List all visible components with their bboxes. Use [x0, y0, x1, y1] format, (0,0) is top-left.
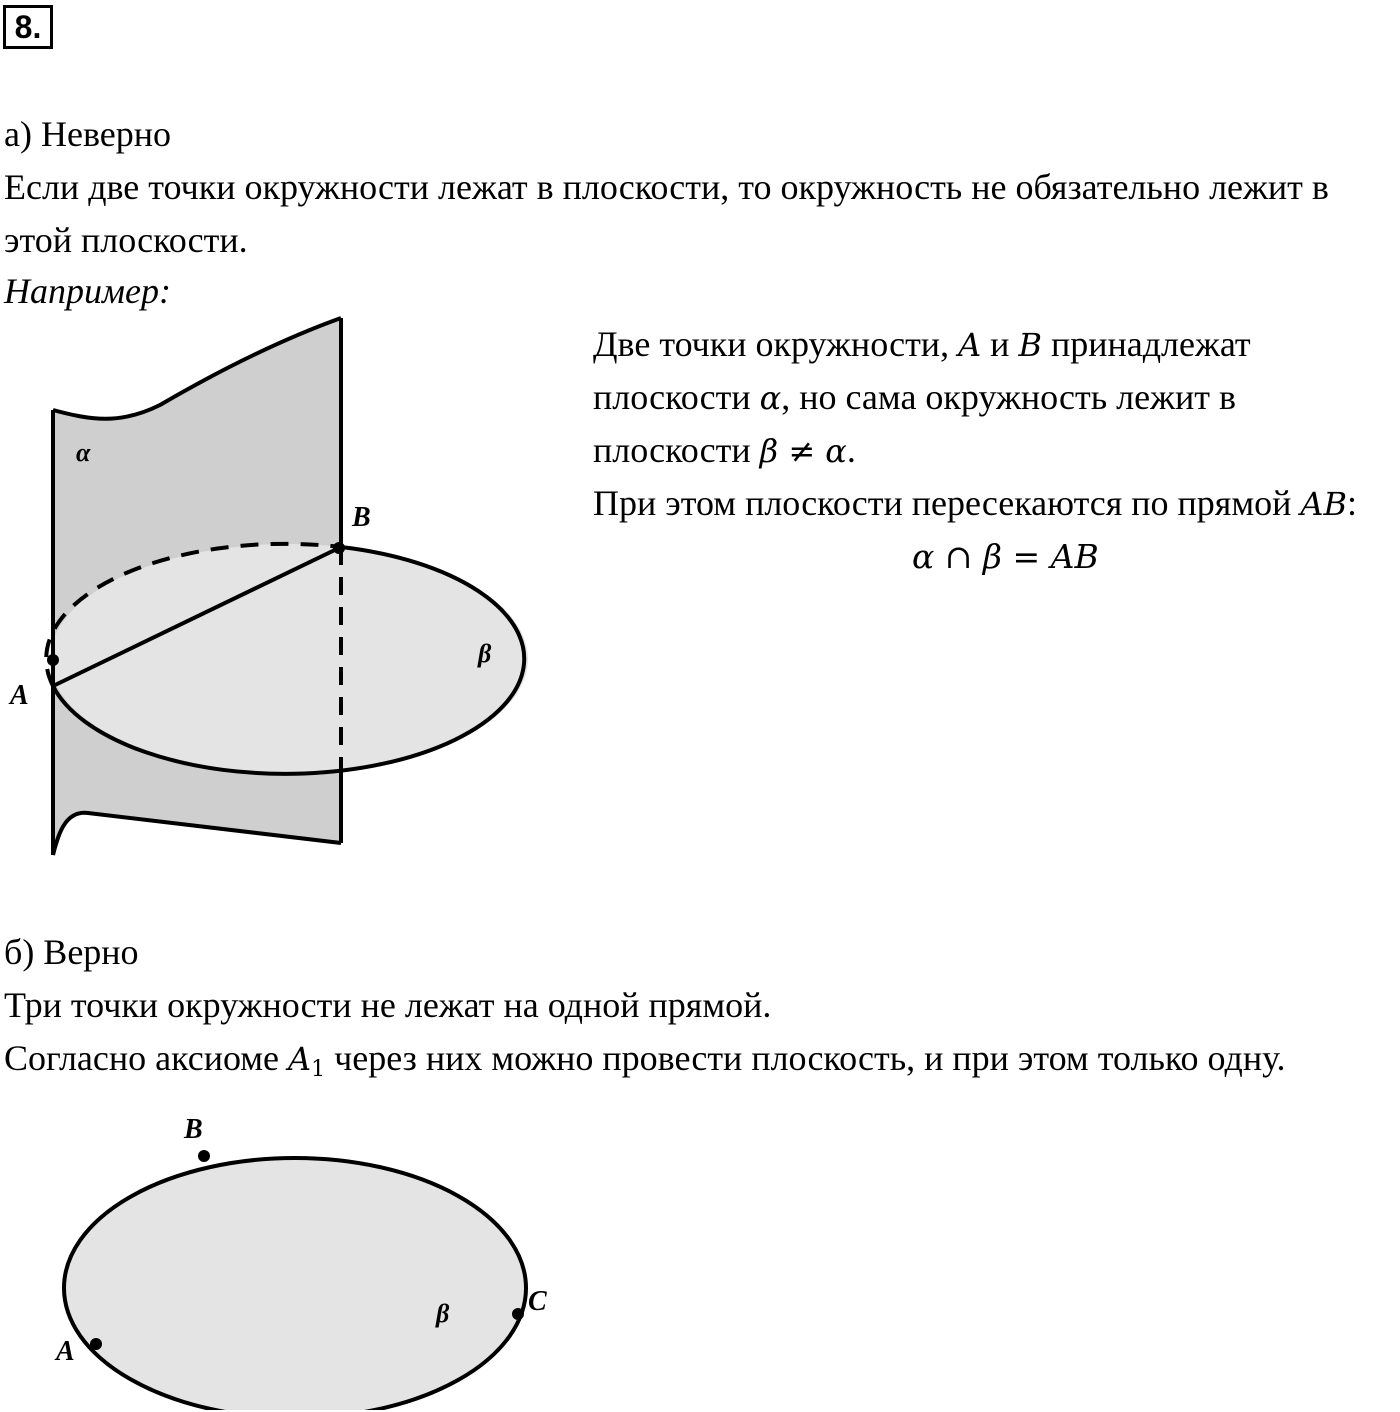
- explanation-line3-pre: плоскости: [593, 430, 760, 470]
- explanation-line4-post: :: [1347, 483, 1358, 523]
- explanation-line2-post: , но сама окружность лежит в: [781, 377, 1236, 417]
- label-point-b: B: [352, 502, 371, 533]
- figure-circle-three-points: [0, 1110, 600, 1410]
- explanation-line4-pre: При этом плоскости пересекаются по прямой: [593, 483, 1301, 523]
- alpha-symbol: α: [759, 379, 782, 417]
- explanation-line3-post: .: [846, 430, 856, 470]
- explanation-line1: [593, 326, 1251, 362]
- label-point-a: A: [10, 680, 29, 711]
- point-c: [512, 1308, 524, 1320]
- axiom-subscript: 1: [311, 1057, 326, 1082]
- part-b-line2: [4, 1040, 1286, 1081]
- explanation-line1-pre: Две точки окружности,: [593, 324, 959, 364]
- task-number: 8.: [3, 5, 53, 49]
- explanation-line1-post: принадлежат: [1041, 324, 1251, 364]
- point-a-symbol: A: [958, 326, 982, 364]
- explanation-line3: [593, 432, 856, 468]
- point-b: [333, 542, 345, 554]
- figure-planes: [0, 310, 560, 870]
- part-a-line1: Если две точки окружности лежат в плоскости, то окружность не обязательно лежит в: [4, 167, 1329, 207]
- label-point-b: B: [184, 1114, 203, 1145]
- part-b-line2-post: через них можно провести плоскость, и при этом только одну.: [325, 1038, 1286, 1078]
- point-b-symbol: B: [1018, 326, 1042, 364]
- example-label: Например:: [4, 271, 171, 311]
- point-a: [90, 1338, 102, 1350]
- label-point-c: C: [528, 1286, 547, 1317]
- label-beta: β: [436, 1299, 450, 1328]
- part-a-line2: этой плоскости.: [4, 220, 248, 260]
- part-a-heading: а) Неверно: [4, 114, 171, 154]
- explanation-line2: [593, 379, 1236, 415]
- label-beta: β: [478, 639, 492, 668]
- part-b-line1: Три точки окружности не лежат на одной прямой.: [4, 985, 772, 1025]
- label-alpha: α: [76, 438, 91, 467]
- point-b: [198, 1150, 210, 1162]
- beta-not-alpha: β ≠ α: [759, 432, 847, 470]
- part-b-line2-pre: Согласно аксиоме: [4, 1038, 289, 1078]
- line-ab-symbol: AB: [1300, 485, 1348, 523]
- part-b-heading: б) Верно: [4, 932, 139, 972]
- label-point-a: A: [56, 1336, 75, 1367]
- axiom-symbol: A: [288, 1040, 312, 1078]
- explanation-line4: [593, 485, 1357, 521]
- explanation-line1-mid: и: [981, 324, 1019, 364]
- point-a: [47, 654, 59, 666]
- explanation-line2-pre: плоскости: [593, 377, 760, 417]
- circle-plane-beta: [64, 1158, 526, 1410]
- intersection-formula: α ∩ β = AB: [912, 537, 1099, 576]
